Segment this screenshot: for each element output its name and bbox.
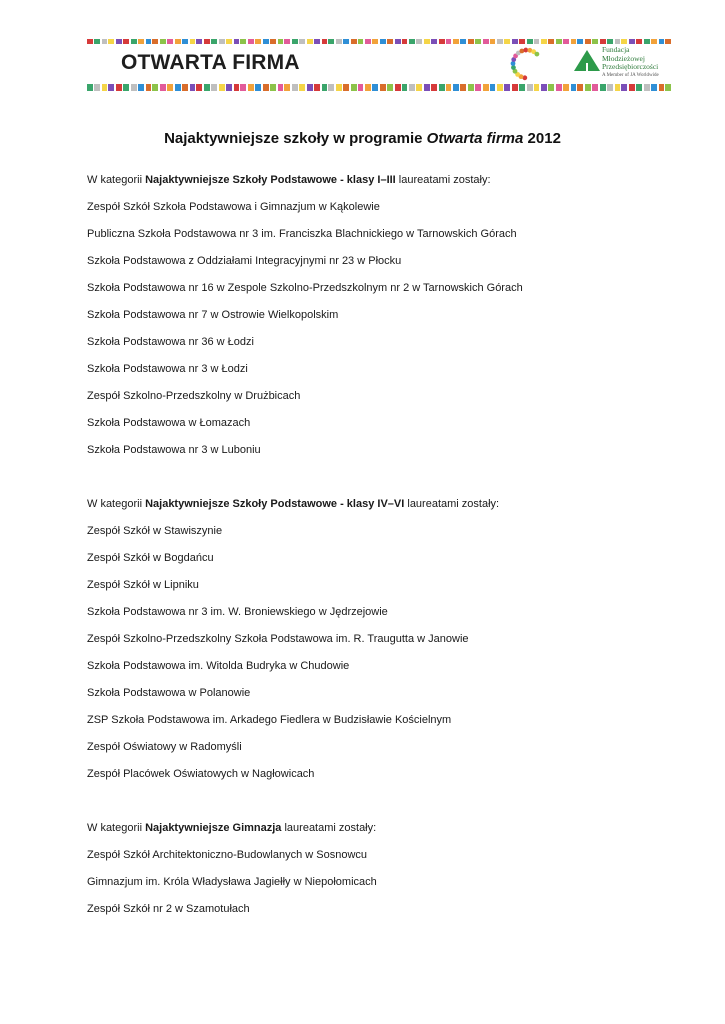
stripe-segment — [527, 84, 533, 91]
stripe-segment — [439, 84, 445, 91]
stripe-segment — [504, 84, 510, 91]
stripe-segment — [292, 84, 298, 91]
stripe-segment — [322, 84, 328, 91]
stripe-segment — [292, 39, 298, 44]
stripe-segment — [278, 39, 284, 44]
stripe-segment — [146, 84, 152, 91]
section-spacer — [87, 471, 687, 498]
stripe-segment — [123, 39, 129, 44]
stripe-segment — [248, 39, 254, 44]
stripe-segment — [380, 39, 386, 44]
school-entry: Szkoła Podstawowa nr 16 w Zespole Szkolno-Przedszkolnym nr 2 w Tarnowskich Górach — [87, 282, 523, 294]
stripe-segment — [219, 39, 225, 44]
school-entry: Zespół Szkół w Bogdańcu — [87, 552, 214, 564]
stripe-segment — [307, 39, 313, 44]
stripe-segment — [424, 84, 430, 91]
stripe-segment — [372, 39, 378, 44]
stripe-segment — [577, 39, 583, 44]
section-spacer — [87, 795, 687, 822]
stripe-segment — [659, 84, 665, 91]
stripe-segment — [116, 39, 122, 44]
stripe-segment — [138, 84, 144, 91]
stripe-segment — [234, 39, 240, 44]
stripe-segment — [175, 39, 181, 44]
page-title — [0, 130, 725, 147]
stripe-segment — [152, 39, 158, 44]
stripe-segment — [659, 39, 665, 44]
stripe-segment — [108, 39, 114, 44]
school-entry: Publiczna Szkoła Podstawowa nr 3 im. Franciszka Blachnickiego w Tarnowskich Górach — [87, 228, 517, 240]
foundation-member-line: A Member of JA Worldwide — [602, 72, 659, 78]
stripe-segment — [563, 84, 569, 91]
stripe-segment — [219, 84, 225, 91]
stripe-segment — [402, 39, 408, 44]
stripe-segment — [204, 39, 210, 44]
intro-prefix: W kategorii — [87, 498, 146, 510]
title-program-name: Otwarta firma — [426, 130, 524, 147]
stripe-segment — [548, 84, 554, 91]
stripe-segment — [372, 84, 378, 91]
stripe-segment — [431, 84, 437, 91]
stripe-segment — [636, 39, 642, 44]
stripe-segment — [131, 84, 137, 91]
intro-prefix: W kategorii — [87, 822, 146, 834]
stripe-segment — [571, 84, 577, 91]
stripe-segment — [490, 39, 496, 44]
stripe-segment — [240, 39, 246, 44]
stripe-segment — [146, 39, 152, 44]
stripe-segment — [284, 39, 290, 44]
foundation-name — [602, 46, 659, 80]
stripe-segment — [211, 84, 217, 91]
stripe-segment — [490, 84, 496, 91]
stripe-segment — [621, 84, 627, 91]
stripe-segment — [395, 84, 401, 91]
stripe-segment — [483, 39, 489, 44]
tree-icon — [574, 50, 600, 72]
stripe-segment — [240, 84, 246, 91]
school-entry: Zespół Szkolno-Przedszkolny Szkoła Podstawowa im. R. Traugutta w Janowie — [87, 633, 469, 645]
stripe-segment — [460, 84, 466, 91]
stripe-segment — [343, 84, 349, 91]
stripe-segment — [665, 84, 671, 91]
stripe-segment — [592, 39, 598, 44]
stripe-segment — [615, 84, 621, 91]
stripe-segment — [284, 84, 290, 91]
stripe-segment — [108, 84, 114, 91]
stripe-segment — [94, 84, 100, 91]
title-prefix: Najaktywniejsze szkoły w programie — [164, 130, 427, 147]
stripe-segment — [577, 84, 583, 91]
logo-dot — [511, 61, 516, 66]
stripe-segment — [651, 84, 657, 91]
stripe-segment — [402, 84, 408, 91]
school-entry: Szkoła Podstawowa nr 36 w Łodzi — [87, 336, 254, 348]
stripe-segment — [270, 39, 276, 44]
stripe-segment — [534, 84, 540, 91]
school-entry: Szkoła Podstawowa nr 3 w Luboniu — [87, 444, 261, 456]
stripe-segment — [190, 84, 196, 91]
stripe-segment — [585, 84, 591, 91]
school-entry: Szkoła Podstawowa nr 3 im. W. Broniewskiego w Jędrzejowie — [87, 606, 388, 618]
stripe-segment — [453, 84, 459, 91]
stripe-segment — [182, 84, 188, 91]
stripe-segment — [380, 84, 386, 91]
stripe-segment — [190, 39, 196, 44]
category-intro — [87, 174, 687, 201]
stripe-segment — [387, 84, 393, 91]
stripe-segment — [556, 84, 562, 91]
stripe-segment — [299, 39, 305, 44]
foundation-line-1: Fundacja — [602, 45, 630, 54]
stripe-segment — [358, 84, 364, 91]
stripe-segment — [211, 39, 217, 44]
school-entry: Zespół Placówek Oświatowych w Nagłowicach — [87, 768, 315, 780]
stripe-segment — [644, 39, 650, 44]
stripe-segment — [607, 84, 613, 91]
logo-dot — [534, 52, 539, 57]
stripe-segment — [160, 39, 166, 44]
stripe-segment — [416, 84, 422, 91]
stripe-segment — [351, 39, 357, 44]
school-entry: Szkoła Podstawowa z Oddziałami Integracyjnymi nr 23 w Płocku — [87, 255, 402, 267]
stripe-segment — [138, 39, 144, 44]
stripe-segment — [196, 84, 202, 91]
school-entry: Zespół Szkolno-Przedszkolny w Drużbicach — [87, 390, 301, 402]
stripe-segment — [621, 39, 627, 44]
school-entry: Szkoła Podstawowa w Łomazach — [87, 417, 251, 429]
stripe-segment — [175, 84, 181, 91]
foundation-logo — [574, 46, 674, 82]
category-intro — [87, 498, 687, 525]
foundation-line-3: Przedsiębiorczości — [602, 62, 659, 71]
stripe-segment — [475, 39, 481, 44]
stripe-segment — [131, 39, 137, 44]
stripe-segment — [615, 39, 621, 44]
stripe-segment — [336, 84, 342, 91]
stripe-segment — [446, 39, 452, 44]
stripe-segment — [592, 84, 598, 91]
category-name: Najaktywniejsze Gimnazja — [145, 822, 282, 834]
category-name: Najaktywniejsze Szkoły Podstawowe - klasy I–III — [145, 174, 396, 186]
stripe-segment — [182, 39, 188, 44]
stripe-segment — [409, 39, 415, 44]
stripe-segment — [387, 39, 393, 44]
stripe-segment — [255, 39, 261, 44]
stripe-segment — [351, 84, 357, 91]
stripe-segment — [651, 39, 657, 44]
stripe-segment — [234, 84, 240, 91]
stripe-segment — [314, 84, 320, 91]
stripe-segment — [322, 39, 328, 44]
stripe-segment — [226, 39, 232, 44]
intro-suffix: laureatami zostały: — [404, 498, 500, 510]
school-entry: Zespół Szkół Architektoniczno-Budowlanych w Sosnowcu — [87, 849, 368, 861]
school-entry: Zespół Szkół nr 2 w Szamotułach — [87, 903, 250, 915]
school-entry: Zespół Oświatowy w Radomyśli — [87, 741, 242, 753]
color-stripe-bottom — [87, 84, 673, 91]
stripe-segment — [226, 84, 232, 91]
stripe-segment — [365, 39, 371, 44]
stripe-segment — [607, 39, 613, 44]
stripe-segment — [270, 84, 276, 91]
stripe-segment — [278, 84, 284, 91]
stripe-segment — [512, 84, 518, 91]
intro-suffix: laureatami zostały: — [281, 822, 377, 834]
stripe-segment — [123, 84, 129, 91]
stripe-segment — [263, 39, 269, 44]
title-year: 2012 — [523, 130, 561, 147]
stripe-segment — [497, 84, 503, 91]
stripe-segment — [395, 39, 401, 44]
category-intro — [87, 822, 687, 849]
stripe-segment — [365, 84, 371, 91]
stripe-segment — [644, 84, 650, 91]
stripe-segment — [204, 84, 210, 91]
color-stripe-top — [87, 39, 673, 44]
stripe-segment — [87, 84, 93, 91]
brand-title: OTWARTA FIRMA — [121, 51, 300, 74]
stripe-segment — [167, 39, 173, 44]
school-entry: Zespół Szkół Szkoła Podstawowa i Gimnazjum w Kąkolewie — [87, 201, 380, 213]
school-entry: Szkoła Podstawowa w Polanowie — [87, 687, 251, 699]
stripe-segment — [600, 84, 606, 91]
stripe-segment — [409, 84, 415, 91]
laureates-list — [87, 174, 687, 930]
stripe-segment — [263, 84, 269, 91]
stripe-segment — [600, 39, 606, 44]
program-circle-logo — [497, 44, 557, 84]
stripe-segment — [102, 84, 108, 91]
school-entry: Zespół Szkół w Stawiszynie — [87, 525, 223, 537]
stripe-segment — [255, 84, 261, 91]
intro-prefix: W kategorii — [87, 174, 146, 186]
category-name: Najaktywniejsze Szkoły Podstawowe - klasy IV–VI — [145, 498, 405, 510]
stripe-segment — [160, 84, 166, 91]
stripe-segment — [475, 84, 481, 91]
stripe-segment — [446, 84, 452, 91]
stripe-segment — [196, 39, 202, 44]
stripe-segment — [167, 84, 173, 91]
school-entry: ZSP Szkoła Podstawowa im. Arkadego Fiedlera w Budzisławie Kościelnym — [87, 714, 452, 726]
stripe-segment — [563, 39, 569, 44]
stripe-segment — [453, 39, 459, 44]
stripe-segment — [424, 39, 430, 44]
school-entry: Szkoła Podstawowa im. Witolda Budryka w Chudowie — [87, 660, 350, 672]
stripe-segment — [665, 39, 671, 44]
stripe-segment — [519, 84, 525, 91]
stripe-segment — [152, 84, 158, 91]
stripe-segment — [636, 84, 642, 91]
foundation-line-2: Młodzieżowej — [602, 53, 645, 63]
stripe-segment — [358, 39, 364, 44]
stripe-segment — [336, 39, 342, 44]
stripe-segment — [439, 39, 445, 44]
stripe-segment — [541, 84, 547, 91]
document-header — [87, 39, 673, 93]
stripe-segment — [416, 39, 422, 44]
stripe-segment — [307, 84, 313, 91]
stripe-segment — [328, 39, 334, 44]
school-entry: Zespół Szkół w Lipniku — [87, 579, 199, 591]
stripe-segment — [102, 39, 108, 44]
stripe-segment — [328, 84, 334, 91]
stripe-segment — [431, 39, 437, 44]
school-entry: Szkoła Podstawowa nr 7 w Ostrowie Wielkopolskim — [87, 309, 339, 321]
stripe-segment — [94, 39, 100, 44]
stripe-segment — [248, 84, 254, 91]
school-entry: Szkoła Podstawowa nr 3 w Łodzi — [87, 363, 248, 375]
stripe-segment — [460, 39, 466, 44]
stripe-segment — [629, 39, 635, 44]
stripe-segment — [343, 39, 349, 44]
stripe-segment — [585, 39, 591, 44]
stripe-segment — [571, 39, 577, 44]
school-entry: Gimnazjum im. Króla Władysława Jagiełły w Niepołomicach — [87, 876, 377, 888]
stripe-segment — [314, 39, 320, 44]
stripe-segment — [629, 84, 635, 91]
stripe-segment — [483, 84, 489, 91]
stripe-segment — [468, 39, 474, 44]
intro-suffix: laureatami zostały: — [395, 174, 491, 186]
stripe-segment — [87, 39, 93, 44]
stripe-segment — [116, 84, 122, 91]
stripe-segment — [468, 84, 474, 91]
stripe-segment — [299, 84, 305, 91]
